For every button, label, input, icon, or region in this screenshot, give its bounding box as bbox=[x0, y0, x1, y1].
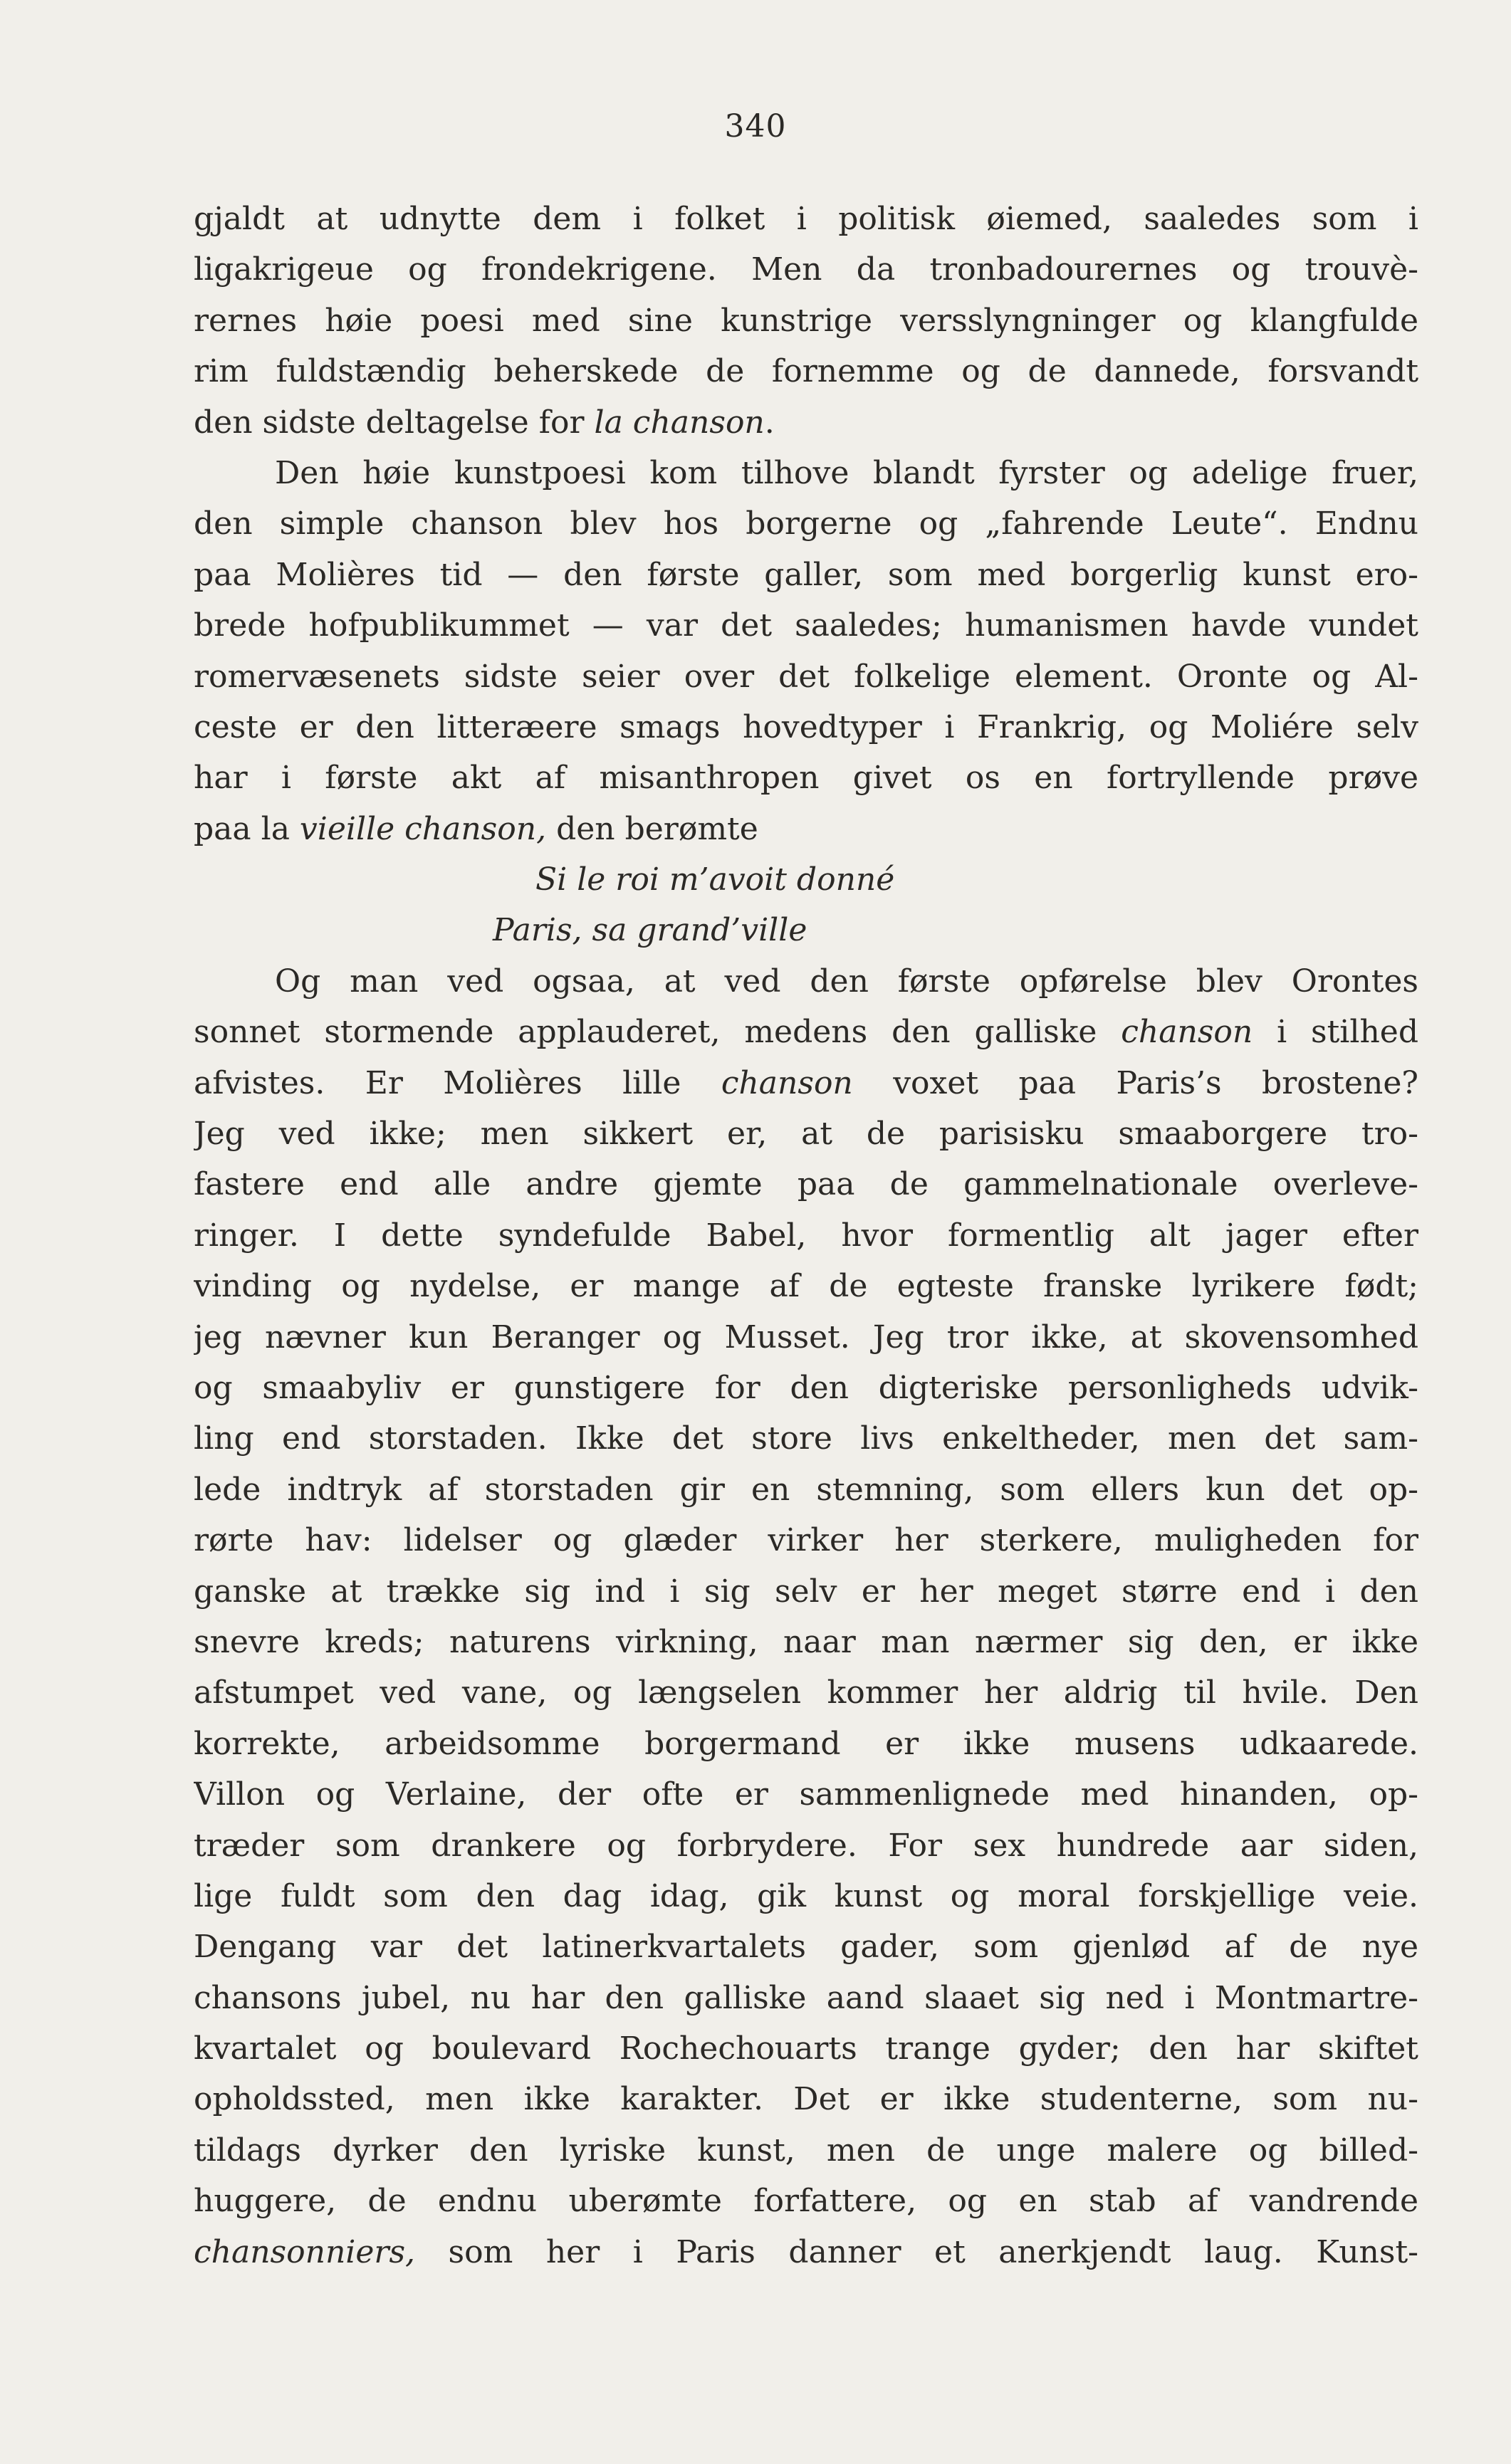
text-line: opholdssted, men ikke karakter. Det er ikke studenterne, som nu- bbox=[194, 2081, 1418, 2118]
text-line: ligakrigeue og frondekrigene. Men da tronbadourernes og trouvè- bbox=[194, 251, 1418, 288]
text-line: ling end storstaden. Ikke det store livs enkeltheder, men det sam- bbox=[194, 1420, 1418, 1457]
text-line: ganske at trække sig ind i sig selv er her meget større end i den bbox=[194, 1573, 1418, 1610]
text-line: paa la vieille chanson, den berømte bbox=[194, 810, 758, 847]
text-line: tildags dyrker den lyriske kunst, men de unge malere og billed- bbox=[194, 2132, 1418, 2169]
text-line: ringer. I dette syndefulde Babel, hvor formentlig alt jager efter bbox=[194, 1217, 1418, 1254]
text-line: afstumpet ved vane, og længselen kommer her aldrig til hvile. Den bbox=[194, 1674, 1418, 1711]
text-line: paa Molières tid — den første galler, som med borgerlig kunst ero- bbox=[194, 556, 1418, 593]
text-line: den simple chanson blev hos borgerne og „fahrende Leute“. Endnu bbox=[194, 505, 1418, 542]
text-line: kvartalet og boulevard Rochechouarts trange gyder; den har skiftet bbox=[194, 2030, 1418, 2067]
text-line: Og man ved ogsaa, at ved den første opførelse blev Orontes bbox=[275, 963, 1418, 1000]
text-line: træder som drankere og forbrydere. For sex hundrede aar siden, bbox=[194, 1827, 1418, 1864]
text-line: den sidste deltagelse for la chanson. bbox=[194, 404, 775, 441]
text-line: korrekte, arbeidsomme borgermand er ikke musens udkaarede. bbox=[194, 1725, 1418, 1762]
text-line: snevre kreds; naturens virkning, naar man nærmer sig den, er ikke bbox=[194, 1623, 1418, 1660]
text-line: Den høie kunstpoesi kom tilhove blandt fyrster og adelige fruer, bbox=[275, 454, 1418, 491]
text-line: romervæsenets sidste seier over det folkelige element. Oronte og Al- bbox=[194, 658, 1418, 695]
page-number: 340 bbox=[724, 108, 787, 145]
text-line: vinding og nydelse, er mange af de egteste franske lyrikere født; bbox=[194, 1268, 1418, 1305]
verse-line: Si le roi m’avoit donné bbox=[535, 861, 895, 898]
text-line: Jeg ved ikke; men sikkert er, at de parisisku smaaborgere tro- bbox=[194, 1116, 1418, 1153]
text-line: og smaabyliv er gunstigere for den digteriske personligheds udvik- bbox=[194, 1369, 1418, 1406]
text-line: jeg nævner kun Beranger og Musset. Jeg tror ikke, at skovensomhed bbox=[194, 1318, 1418, 1356]
text-line: rim fuldstændig beherskede de fornemme og de dannede, forsvandt bbox=[194, 353, 1418, 390]
text-line: ceste er den litteræere smags hovedtyper i Frankrig, og Moliére selv bbox=[194, 708, 1418, 745]
text-line: lede indtryk af storstaden gir en stemning, som ellers kun det op- bbox=[194, 1471, 1418, 1508]
text-line: brede hofpublikummet — var det saaledes; humanismen havde vundet bbox=[194, 607, 1418, 644]
text-line: Villon og Verlaine, der ofte er sammenlignede med hinanden, op- bbox=[194, 1776, 1418, 1813]
text-line: fastere end alle andre gjemte paa de gammelnationale overleve- bbox=[194, 1166, 1418, 1203]
text-line: rørte hav: lidelser og glæder virker her sterkere, muligheden for bbox=[194, 1522, 1418, 1559]
text-line: gjaldt at udnytte dem i folket i politisk øiemed, saaledes som i bbox=[194, 201, 1418, 237]
body-text bbox=[194, 194, 1418, 2277]
text-line: chansons jubel, nu har den galliske aand slaaet sig ned i Montmartre- bbox=[194, 1979, 1418, 2016]
text-line: afvistes. Er Molières lille chanson voxet paa Paris’s brostene? bbox=[194, 1064, 1418, 1101]
text-line: Dengang var det latinerkvartalets gader, som gjenlød af de nye bbox=[194, 1929, 1418, 1966]
text-line: chansonniers, som her i Paris danner et anerkjendt laug. Kunst- bbox=[194, 2233, 1418, 2270]
text-line: lige fuldt som den dag idag, gik kunst og moral forskjellige veie. bbox=[194, 1877, 1418, 1914]
verse-line: Paris, sa grand’ville bbox=[493, 912, 807, 949]
text-line: har i første akt af misanthropen givet os en fortryllende prøve bbox=[194, 760, 1418, 797]
text-line: rernes høie poesi med sine kunstrige versslyngninger og klangfulde bbox=[194, 302, 1418, 339]
text-line: huggere, de endnu uberømte forfattere, og en stab af vandrende bbox=[194, 2183, 1418, 2220]
text-line: sonnet stormende applauderet, medens den galliske chanson i stilhed bbox=[194, 1014, 1418, 1051]
